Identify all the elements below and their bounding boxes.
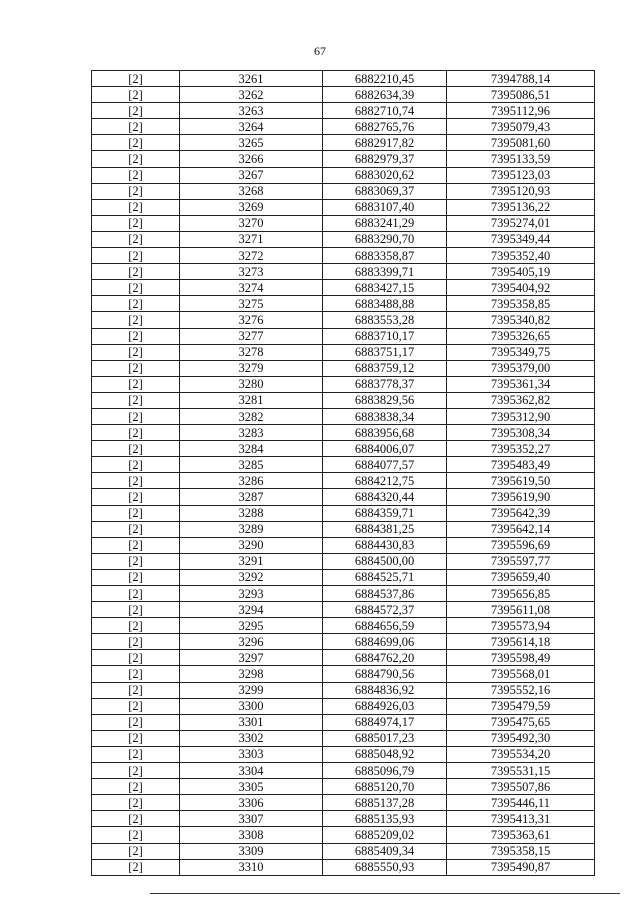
y-coordinate-cell: 7395656,85 — [447, 586, 595, 602]
x-coordinate-cell: 6884699,06 — [323, 634, 447, 650]
x-coordinate-cell: 6885550,93 — [323, 859, 447, 875]
x-coordinate-cell: 6884525,71 — [323, 569, 447, 585]
y-coordinate-cell: 7395274,01 — [447, 215, 595, 231]
point-number-cell: 3276 — [180, 312, 323, 328]
table-row — [92, 457, 595, 473]
reference-cell: [2] — [92, 71, 180, 87]
table-row — [92, 827, 595, 843]
table-row — [92, 489, 595, 505]
y-coordinate-cell: 7395404,92 — [447, 280, 595, 296]
x-coordinate-cell: 6883829,56 — [323, 392, 447, 408]
reference-cell: [2] — [92, 312, 180, 328]
table-row — [92, 376, 595, 392]
point-number-cell: 3275 — [180, 296, 323, 312]
table-row — [92, 730, 595, 746]
point-number-cell: 3295 — [180, 618, 323, 634]
y-coordinate-cell: 7395642,39 — [447, 505, 595, 521]
reference-cell: [2] — [92, 602, 180, 618]
point-number-cell: 3271 — [180, 231, 323, 247]
reference-cell: [2] — [92, 296, 180, 312]
x-coordinate-cell: 6885137,28 — [323, 795, 447, 811]
table-row — [92, 344, 595, 360]
reference-cell: [2] — [92, 360, 180, 376]
table-row — [92, 521, 595, 537]
reference-cell: [2] — [92, 473, 180, 489]
point-number-cell: 3298 — [180, 666, 323, 682]
table-row — [92, 763, 595, 779]
point-number-cell: 3289 — [180, 521, 323, 537]
y-coordinate-cell: 7395490,87 — [447, 859, 595, 875]
reference-cell: [2] — [92, 231, 180, 247]
table-row — [92, 264, 595, 280]
reference-cell: [2] — [92, 135, 180, 151]
point-number-cell: 3277 — [180, 328, 323, 344]
point-number-cell: 3299 — [180, 682, 323, 698]
y-coordinate-cell: 7395619,50 — [447, 473, 595, 489]
reference-cell: [2] — [92, 376, 180, 392]
point-number-cell: 3301 — [180, 714, 323, 730]
y-coordinate-cell: 7395136,22 — [447, 199, 595, 215]
table-row — [92, 553, 595, 569]
table-row — [92, 135, 595, 151]
coordinates-table — [91, 70, 595, 876]
reference-cell: [2] — [92, 537, 180, 553]
reference-cell: [2] — [92, 634, 180, 650]
x-coordinate-cell: 6884212,75 — [323, 473, 447, 489]
x-coordinate-cell: 6884572,37 — [323, 602, 447, 618]
point-number-cell: 3302 — [180, 730, 323, 746]
reference-cell: [2] — [92, 779, 180, 795]
table-row — [92, 103, 595, 119]
point-number-cell: 3281 — [180, 392, 323, 408]
table-row — [92, 666, 595, 682]
point-number-cell: 3279 — [180, 360, 323, 376]
point-number-cell: 3278 — [180, 344, 323, 360]
reference-cell: [2] — [92, 795, 180, 811]
reference-cell: [2] — [92, 248, 180, 264]
table-row — [92, 215, 595, 231]
table-row — [92, 167, 595, 183]
point-number-cell: 3290 — [180, 537, 323, 553]
y-coordinate-cell: 7395659,40 — [447, 569, 595, 585]
reference-cell: [2] — [92, 441, 180, 457]
point-number-cell: 3288 — [180, 505, 323, 521]
x-coordinate-cell: 6884006,07 — [323, 441, 447, 457]
y-coordinate-cell: 7395120,93 — [447, 183, 595, 199]
reference-cell: [2] — [92, 553, 180, 569]
x-coordinate-cell: 6883290,70 — [323, 231, 447, 247]
point-number-cell: 3291 — [180, 553, 323, 569]
y-coordinate-cell: 7395413,31 — [447, 811, 595, 827]
point-number-cell: 3307 — [180, 811, 323, 827]
point-number-cell: 3274 — [180, 280, 323, 296]
point-number-cell: 3303 — [180, 746, 323, 762]
x-coordinate-cell: 6883553,28 — [323, 312, 447, 328]
reference-cell: [2] — [92, 827, 180, 843]
table-row — [92, 618, 595, 634]
reference-cell: [2] — [92, 682, 180, 698]
point-number-cell: 3306 — [180, 795, 323, 811]
x-coordinate-cell: 6882210,45 — [323, 71, 447, 87]
reference-cell: [2] — [92, 151, 180, 167]
point-number-cell: 3266 — [180, 151, 323, 167]
y-coordinate-cell: 7395479,59 — [447, 698, 595, 714]
reference-cell: [2] — [92, 489, 180, 505]
table-row — [92, 811, 595, 827]
footer-rule — [150, 893, 620, 894]
point-number-cell: 3286 — [180, 473, 323, 489]
x-coordinate-cell: 6884537,86 — [323, 586, 447, 602]
x-coordinate-cell: 6884430,83 — [323, 537, 447, 553]
reference-cell: [2] — [92, 280, 180, 296]
y-coordinate-cell: 7395361,34 — [447, 376, 595, 392]
x-coordinate-cell: 6882765,76 — [323, 119, 447, 135]
table-row — [92, 199, 595, 215]
reference-cell: [2] — [92, 505, 180, 521]
point-number-cell: 3287 — [180, 489, 323, 505]
reference-cell: [2] — [92, 730, 180, 746]
table-row — [92, 650, 595, 666]
table-row — [92, 602, 595, 618]
reference-cell: [2] — [92, 763, 180, 779]
y-coordinate-cell: 7395312,90 — [447, 408, 595, 424]
x-coordinate-cell: 6884500,00 — [323, 553, 447, 569]
table-row — [92, 569, 595, 585]
table-row — [92, 119, 595, 135]
reference-cell: [2] — [92, 408, 180, 424]
x-coordinate-cell: 6882979,37 — [323, 151, 447, 167]
y-coordinate-cell: 7395507,86 — [447, 779, 595, 795]
reference-cell: [2] — [92, 344, 180, 360]
y-coordinate-cell: 7395598,49 — [447, 650, 595, 666]
reference-cell: [2] — [92, 666, 180, 682]
x-coordinate-cell: 6885135,93 — [323, 811, 447, 827]
point-number-cell: 3296 — [180, 634, 323, 650]
y-coordinate-cell: 7395614,18 — [447, 634, 595, 650]
y-coordinate-cell: 7395308,34 — [447, 425, 595, 441]
x-coordinate-cell: 6883956,68 — [323, 425, 447, 441]
point-number-cell: 3294 — [180, 602, 323, 618]
point-number-cell: 3305 — [180, 779, 323, 795]
x-coordinate-cell: 6884926,03 — [323, 698, 447, 714]
table-row — [92, 505, 595, 521]
y-coordinate-cell: 7395573,94 — [447, 618, 595, 634]
point-number-cell: 3263 — [180, 103, 323, 119]
table-row — [92, 586, 595, 602]
point-number-cell: 3280 — [180, 376, 323, 392]
y-coordinate-cell: 7395534,20 — [447, 746, 595, 762]
y-coordinate-cell: 7395475,65 — [447, 714, 595, 730]
y-coordinate-cell: 7395358,15 — [447, 843, 595, 859]
y-coordinate-cell: 7395446,11 — [447, 795, 595, 811]
table-row — [92, 71, 595, 87]
y-coordinate-cell: 7395079,43 — [447, 119, 595, 135]
table-row — [92, 682, 595, 698]
reference-cell: [2] — [92, 698, 180, 714]
x-coordinate-cell: 6885048,92 — [323, 746, 447, 762]
x-coordinate-cell: 6883427,15 — [323, 280, 447, 296]
reference-cell: [2] — [92, 328, 180, 344]
table-row — [92, 183, 595, 199]
y-coordinate-cell: 7395552,16 — [447, 682, 595, 698]
x-coordinate-cell: 6884762,20 — [323, 650, 447, 666]
reference-cell: [2] — [92, 586, 180, 602]
point-number-cell: 3272 — [180, 248, 323, 264]
y-coordinate-cell: 7395340,82 — [447, 312, 595, 328]
table-row — [92, 779, 595, 795]
x-coordinate-cell: 6883710,17 — [323, 328, 447, 344]
y-coordinate-cell: 7395492,30 — [447, 730, 595, 746]
x-coordinate-cell: 6883358,87 — [323, 248, 447, 264]
y-coordinate-cell: 7395326,65 — [447, 328, 595, 344]
point-number-cell: 3297 — [180, 650, 323, 666]
table-row — [92, 328, 595, 344]
x-coordinate-cell: 6885120,70 — [323, 779, 447, 795]
y-coordinate-cell: 7395483,49 — [447, 457, 595, 473]
table-row — [92, 795, 595, 811]
y-coordinate-cell: 7395405,19 — [447, 264, 595, 280]
point-number-cell: 3273 — [180, 264, 323, 280]
coordinates-table-body — [92, 71, 595, 876]
reference-cell: [2] — [92, 183, 180, 199]
reference-cell: [2] — [92, 746, 180, 762]
point-number-cell: 3270 — [180, 215, 323, 231]
table-row — [92, 746, 595, 762]
y-coordinate-cell: 7395362,82 — [447, 392, 595, 408]
reference-cell: [2] — [92, 457, 180, 473]
point-number-cell: 3310 — [180, 859, 323, 875]
y-coordinate-cell: 7395642,14 — [447, 521, 595, 537]
table-row — [92, 425, 595, 441]
table-row — [92, 87, 595, 103]
point-number-cell: 3267 — [180, 167, 323, 183]
point-number-cell: 3261 — [180, 71, 323, 87]
table-row — [92, 312, 595, 328]
table-row — [92, 859, 595, 875]
y-coordinate-cell: 7395081,60 — [447, 135, 595, 151]
reference-cell: [2] — [92, 167, 180, 183]
y-coordinate-cell: 7395379,00 — [447, 360, 595, 376]
table-row — [92, 698, 595, 714]
y-coordinate-cell: 7395352,40 — [447, 248, 595, 264]
x-coordinate-cell: 6884320,44 — [323, 489, 447, 505]
table-row — [92, 151, 595, 167]
y-coordinate-cell: 7395123,03 — [447, 167, 595, 183]
point-number-cell: 3264 — [180, 119, 323, 135]
reference-cell: [2] — [92, 618, 180, 634]
point-number-cell: 3282 — [180, 408, 323, 424]
x-coordinate-cell: 6883069,37 — [323, 183, 447, 199]
x-coordinate-cell: 6884359,71 — [323, 505, 447, 521]
reference-cell: [2] — [92, 264, 180, 280]
point-number-cell: 3285 — [180, 457, 323, 473]
x-coordinate-cell: 6884836,92 — [323, 682, 447, 698]
reference-cell: [2] — [92, 87, 180, 103]
table-row — [92, 280, 595, 296]
reference-cell: [2] — [92, 843, 180, 859]
x-coordinate-cell: 6883020,62 — [323, 167, 447, 183]
x-coordinate-cell: 6885209,02 — [323, 827, 447, 843]
x-coordinate-cell: 6883838,34 — [323, 408, 447, 424]
reference-cell: [2] — [92, 521, 180, 537]
point-number-cell: 3283 — [180, 425, 323, 441]
reference-cell: [2] — [92, 103, 180, 119]
x-coordinate-cell: 6882710,74 — [323, 103, 447, 119]
point-number-cell: 3309 — [180, 843, 323, 859]
y-coordinate-cell: 7395568,01 — [447, 666, 595, 682]
x-coordinate-cell: 6882917,82 — [323, 135, 447, 151]
point-number-cell: 3293 — [180, 586, 323, 602]
y-coordinate-cell: 7395597,77 — [447, 553, 595, 569]
reference-cell: [2] — [92, 392, 180, 408]
y-coordinate-cell: 7395358,85 — [447, 296, 595, 312]
x-coordinate-cell: 6884381,25 — [323, 521, 447, 537]
y-coordinate-cell: 7395112,96 — [447, 103, 595, 119]
x-coordinate-cell: 6882634,39 — [323, 87, 447, 103]
reference-cell: [2] — [92, 811, 180, 827]
reference-cell: [2] — [92, 199, 180, 215]
x-coordinate-cell: 6885096,79 — [323, 763, 447, 779]
reference-cell: [2] — [92, 569, 180, 585]
y-coordinate-cell: 7395619,90 — [447, 489, 595, 505]
table-row — [92, 537, 595, 553]
reference-cell: [2] — [92, 215, 180, 231]
reference-cell: [2] — [92, 859, 180, 875]
table-row — [92, 248, 595, 264]
x-coordinate-cell: 6883759,12 — [323, 360, 447, 376]
y-coordinate-cell: 7395352,27 — [447, 441, 595, 457]
table-row — [92, 634, 595, 650]
x-coordinate-cell: 6883778,37 — [323, 376, 447, 392]
x-coordinate-cell: 6883241,29 — [323, 215, 447, 231]
point-number-cell: 3300 — [180, 698, 323, 714]
point-number-cell: 3265 — [180, 135, 323, 151]
x-coordinate-cell: 6885017,23 — [323, 730, 447, 746]
x-coordinate-cell: 6884974,17 — [323, 714, 447, 730]
reference-cell: [2] — [92, 714, 180, 730]
x-coordinate-cell: 6883399,71 — [323, 264, 447, 280]
table-row — [92, 441, 595, 457]
y-coordinate-cell: 7395349,44 — [447, 231, 595, 247]
point-number-cell: 3304 — [180, 763, 323, 779]
page-number: 67 — [314, 44, 326, 58]
table-row — [92, 408, 595, 424]
point-number-cell: 3269 — [180, 199, 323, 215]
y-coordinate-cell: 7395611,08 — [447, 602, 595, 618]
point-number-cell: 3268 — [180, 183, 323, 199]
y-coordinate-cell: 7394788,14 — [447, 71, 595, 87]
reference-cell: [2] — [92, 425, 180, 441]
y-coordinate-cell: 7395596,69 — [447, 537, 595, 553]
x-coordinate-cell: 6885409,34 — [323, 843, 447, 859]
point-number-cell: 3292 — [180, 569, 323, 585]
x-coordinate-cell: 6884656,59 — [323, 618, 447, 634]
y-coordinate-cell: 7395349,75 — [447, 344, 595, 360]
table-row — [92, 714, 595, 730]
point-number-cell: 3308 — [180, 827, 323, 843]
point-number-cell: 3284 — [180, 441, 323, 457]
x-coordinate-cell: 6884077,57 — [323, 457, 447, 473]
table-row — [92, 360, 595, 376]
x-coordinate-cell: 6884790,56 — [323, 666, 447, 682]
reference-cell: [2] — [92, 650, 180, 666]
y-coordinate-cell: 7395363,61 — [447, 827, 595, 843]
x-coordinate-cell: 6883751,17 — [323, 344, 447, 360]
table-row — [92, 296, 595, 312]
y-coordinate-cell: 7395086,51 — [447, 87, 595, 103]
point-number-cell: 3262 — [180, 87, 323, 103]
table-row — [92, 392, 595, 408]
y-coordinate-cell: 7395531,15 — [447, 763, 595, 779]
table-row — [92, 843, 595, 859]
table-row — [92, 231, 595, 247]
table-row — [92, 473, 595, 489]
x-coordinate-cell: 6883488,88 — [323, 296, 447, 312]
x-coordinate-cell: 6883107,40 — [323, 199, 447, 215]
reference-cell: [2] — [92, 119, 180, 135]
y-coordinate-cell: 7395133,59 — [447, 151, 595, 167]
